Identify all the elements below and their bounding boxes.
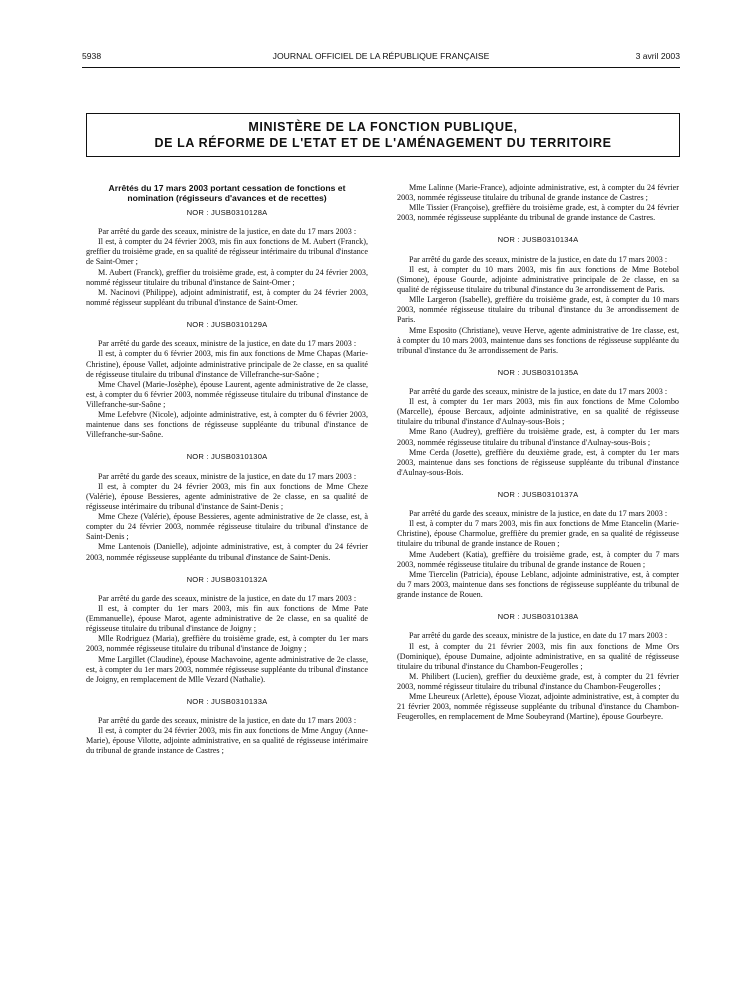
paragraph: Il est, à compter du 21 février 2003, mis fin aux fonctions de Mme Ors (Dominique), épouse Dumaine, adjointe administrative, en sa qualité de régisseuse titulaire du tribunal d'instance du Chambon-Feugerolles ; [397, 641, 679, 671]
nor-reference: NOR : JUSB0310138A [497, 612, 579, 622]
paragraph: Mme Cheze (Valérie), épouse Bessieres, agente administrative de 2e classe, est, à compter du 24 février 2003, nommée régisseuse titulaire du tribunal d'instance de Saint-Denis ; [86, 512, 368, 542]
paragraph: Mme Audebert (Katia), greffière du troisième grade, est, à compter du 7 mars 2003, nommée régisseuse titulaire du tribunal de grande instance de Rouen ; [397, 549, 679, 569]
paragraph: Mlle Largeron (Isabelle), greffière du troisième grade, est, à compter du 10 mars 2003, nommée régisseuse titulaire du tribunal d'instance du 3e arrondissement de Paris. [397, 295, 679, 325]
paragraph: Par arrêté du garde des sceaux, ministre de la justice, en date du 17 mars 2003 : [98, 339, 357, 349]
journal-title: JOURNAL OFFICIEL DE LA RÉPUBLIQUE FRANÇAISE [272, 51, 490, 61]
paragraph: Mme Lantenois (Danielle), adjointe administrative, est, à compter du 24 février 2003, nommée régisseuse suppléante du tribunal d'instance de Saint-Denis. [86, 542, 368, 562]
paragraph: Par arrêté du garde des sceaux, ministre de la justice, en date du 17 mars 2003 : [409, 509, 668, 519]
paragraph: Mme Largillet (Claudine), épouse Machavoine, agente administrative de 2e classe, est, à compter du 1er mars 2003, nommée régisseuse suppléante du tribunal d'instance de Joigny, en remplacement de Mlle Vezard (Nathalie). [86, 654, 368, 684]
paragraph: Mme Lheureux (Arlette), épouse Viozat, adjointe administrative, est, à compter du 21 février 2003, nommée régisseuse suppléante du tribunal d'instance du Chambon-Feugerolles, en remplacement de Mme Soubeyrand (Martine), épouse Gourbeyre. [397, 692, 679, 722]
paragraph: Mme Rano (Audrey), greffière du troisième grade, est, à compter du 1er mars 2003, nommée régisseuse titulaire du tribunal d'instance d'Aulnay-sous-Bois ; [397, 427, 679, 447]
nor-reference: NOR : JUSB0310130A [186, 452, 268, 462]
nor-reference: NOR : JUSB0310128A [186, 208, 268, 217]
paragraph: Il est, à compter du 24 février 2003, mis fin aux fonctions de Mme Anguy (Anne-Marie), épouse Vilotte, adjointe administrative, en sa qualité de régisseuse intérimaire du tribunal de grande instance de Castres ; [86, 726, 368, 756]
nor-reference: NOR : JUSB0310134A [497, 235, 579, 245]
paragraph: Il est, à compter du 24 février 2003, mis fin aux fonctions de Mme Cheze (Valérie), épouse Bessieres, agente administrative de 2e classe, en sa qualité de régisseuse intérimaire du tribunal d'instance de Saint-Denis ; [86, 481, 368, 511]
paragraph: Par arrêté du garde des sceaux, ministre de la justice, en date du 17 mars 2003 : [98, 227, 357, 237]
article-title: Arrêtés du 17 mars 2003 portant cessation de fonctions et nomination (régisseurs d'avances et de recettes) [108, 183, 346, 203]
paragraph: Par arrêté du garde des sceaux, ministre de la justice, en date du 17 mars 2003 : [409, 631, 668, 641]
paragraph: Mme Lalinne (Marie-France), adjointe administrative, est, à compter du 24 février 2003, nommée régisseuse titulaire du tribunal de grande instance de Castres ; [397, 183, 679, 203]
paragraph: M. Nacinovi (Philippe), adjoint administratif, est, à compter du 24 février 2003, nommé régisseur suppléant du tribunal d'instance de Saint-Omer. [86, 287, 368, 308]
paragraph: Il est, à compter du 1er mars 2003, mis fin aux fonctions de Mme Pate (Emmanuelle), épouse Marot, agente administrative de 2e classe, en sa qualité de régisseuse titulaire du tribunal d'instance de Joigny ; [86, 603, 368, 634]
header-rule [82, 67, 680, 68]
paragraph: Mlle Tissier (Françoise), greffière du troisième grade, est, à compter du 24 février 2003, nommée régisseuse suppléante du tribunal de grande instance de Castres. [397, 203, 679, 223]
page-number: 5938 [82, 51, 102, 61]
paragraph: Mme Esposito (Christiane), veuve Herve, agente administrative de 1re classe, est, à compter du 10 mars 2003, maintenue dans ses fonctions de régisseuse suppléante du tribunal d'instance du 3e arrondissement de Paris. [397, 325, 679, 355]
nor-reference: NOR : JUSB0310129A [186, 320, 268, 330]
paragraph: Par arrêté du garde des sceaux, ministre de la justice, en date du 17 mars 2003 : [409, 254, 668, 264]
paragraph: Mlle Rodriguez (Maria), greffière du troisième grade, est, à compter du 1er mars 2003, nommée régisseuse titulaire du tribunal d'instance de Joigny ; [86, 634, 368, 654]
page-header [82, 51, 680, 65]
right-column [397, 183, 679, 723]
paragraph: Il est, à compter du 6 février 2003, mis fin aux fonctions de Mme Chapas (Marie-Christine), épouse Vallet, adjointe administrative principale de 2e classe, en sa qualité de régisseuse titulaire du tribunal d'instance de Villefranche-sur-Saône ; [86, 349, 368, 379]
paragraph: Par arrêté du garde des sceaux, ministre de la justice, en date du 17 mars 2003 : [98, 593, 357, 603]
ministry-banner [86, 113, 680, 157]
issue-date: 3 avril 2003 [635, 51, 680, 61]
paragraph: Mme Cerda (Josette), greffière du deuxième grade, est, à compter du 1er mars 2003, maintenue dans ses fonctions de régisseuse suppléante du tribunal d'instance d'Aulnay-sous-Bois. [397, 447, 679, 477]
ministry-line-2: DE LA RÉFORME DE L'ETAT ET DE L'AMÉNAGEMENT DU TERRITOIRE [154, 136, 612, 150]
paragraph: Il est, à compter du 24 février 2003, mis fin aux fonctions de M. Aubert (Franck), greffier du troisième grade, en sa qualité de régisseur intérimaire du tribunal d'instance de Saint-Omer ; [86, 237, 368, 267]
paragraph: Mme Tiercelin (Patricia), épouse Leblanc, adjointe administrative, est, à compter du 7 mars 2003, maintenue dans ses fonctions de régisseuse suppléante du tribunal de grande instance de Rouen. [397, 569, 679, 600]
paragraph: Par arrêté du garde des sceaux, ministre de la justice, en date du 17 mars 2003 : [409, 386, 668, 396]
paragraph: Par arrêté du garde des sceaux, ministre de la justice, en date du 17 mars 2003 : [98, 471, 357, 481]
left-column [86, 183, 368, 757]
paragraph: Il est, à compter du 10 mars 2003, mis fin aux fonctions de Mme Botebol (Simone), épouse Gourde, adjointe administrative principale de 2e classe, en sa qualité de régisseuse titulaire du tribunal d'instance du 3e arrondissement de Paris. [397, 264, 679, 294]
paragraph: Mme Chavel (Marie-Josèphe), épouse Laurent, agente administrative de 2e classe, est, à compter du 6 février 2003, nommée régisseuse titulaire du tribunal d'instance de Villefranche-sur-Saône ; [86, 379, 368, 409]
paragraph: Il est, à compter du 1er mars 2003, mis fin aux fonctions de Mme Colombo (Marcelle), épouse Bercaux, adjointe administrative, en sa qualité de régisseuse titulaire du tribunal d'instance d'Aulnay-sous-Bois ; [397, 397, 679, 427]
nor-reference: NOR : JUSB0310132A [186, 574, 268, 584]
paragraph: Mme Lefebvre (Nicole), adjointe administrative, est, à compter du 6 février 2003, maintenue dans ses fonctions de régisseuse suppléante du tribunal d'instance de Villefranche-sur-Saône. [86, 410, 368, 440]
ministry-line-1: MINISTÈRE DE LA FONCTION PUBLIQUE, [248, 120, 518, 134]
paragraph: M. Philibert (Lucien), greffier du deuxième grade, est, à compter du 21 février 2003, nommé régisseur titulaire du tribunal d'instance du Chambon-Feugerolles ; [397, 671, 679, 691]
paragraph: Par arrêté du garde des sceaux, ministre de la justice, en date du 17 mars 2003 : [98, 715, 357, 725]
paragraph: Il est, à compter du 7 mars 2003, mis fin aux fonctions de Mme Etancelin (Marie-Christine), épouse Charmolue, greffière du premier grade, en sa qualité de régisseuse titulaire du tribunal de grande instance de Rouen ; [397, 519, 679, 549]
paragraph: M. Aubert (Franck), greffier du troisième grade, est, à compter du 24 février 2003, nommé régisseur titulaire du tribunal d'instance de Saint-Omer ; [86, 267, 368, 287]
nor-reference: NOR : JUSB0310133A [186, 696, 268, 706]
nor-reference: NOR : JUSB0310135A [497, 367, 579, 377]
nor-reference: NOR : JUSB0310137A [497, 490, 579, 499]
